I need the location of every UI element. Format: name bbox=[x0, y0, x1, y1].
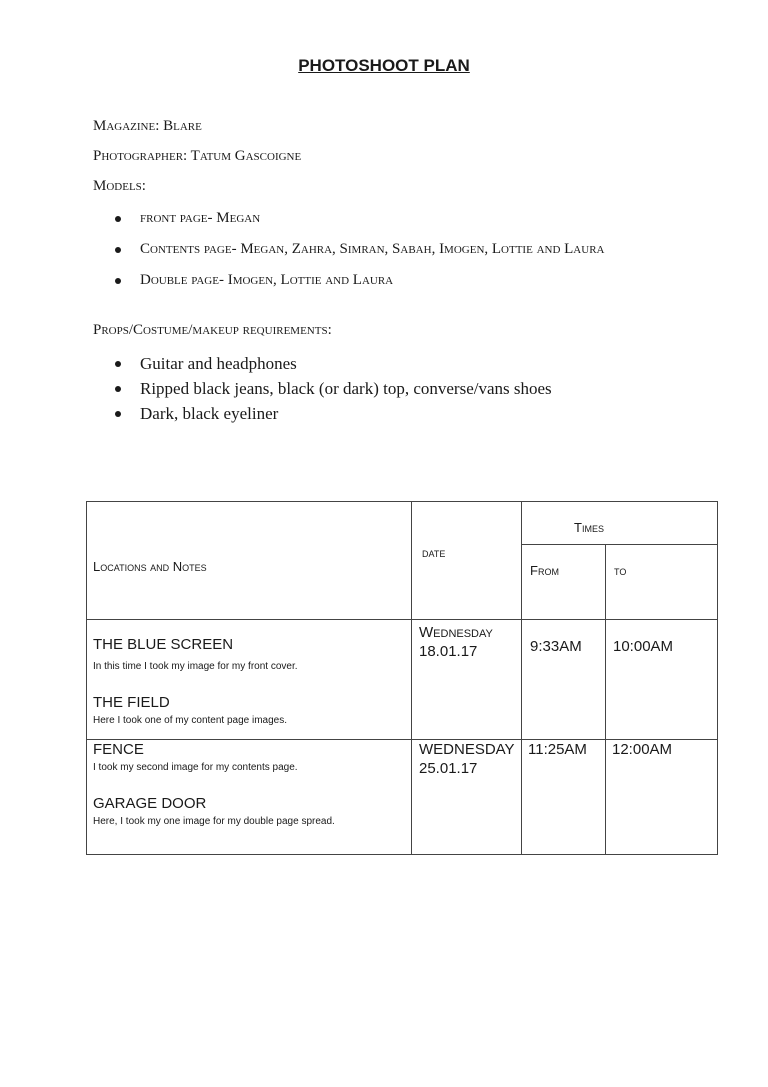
date-cell bbox=[412, 620, 522, 740]
date-day: Wednesday bbox=[419, 624, 493, 641]
to-header-cell bbox=[606, 545, 718, 620]
date-value: 25.01.17 bbox=[419, 760, 478, 777]
locations-cell bbox=[87, 740, 412, 855]
date-header-cell bbox=[412, 502, 522, 620]
table-row bbox=[87, 620, 718, 740]
locations-header-cell bbox=[87, 502, 412, 620]
to-header: to bbox=[614, 563, 627, 578]
times-header-cell bbox=[522, 502, 718, 545]
table-row bbox=[87, 740, 718, 855]
locations-header: Locations and Notes bbox=[93, 559, 207, 574]
models-list bbox=[115, 208, 660, 301]
locations-cell bbox=[87, 620, 412, 740]
to-time: 12:00AM bbox=[612, 741, 673, 758]
prop-item: Ripped black jeans, black (or dark) top, converse/vans shoes bbox=[115, 377, 552, 401]
location-name: THE BLUE SCREEN bbox=[93, 636, 234, 653]
props-label: Props/Costume/makeup requirements: bbox=[93, 322, 332, 338]
date-cell bbox=[412, 740, 522, 855]
model-item-contents-page: Contents page- Megan, Zahra, Simran, Sabah, Imogen, Lottie and Laura bbox=[115, 239, 660, 259]
from-cell bbox=[522, 620, 606, 740]
location-note: In this time I took my image for my front cover. bbox=[93, 661, 298, 672]
prop-item: Guitar and headphones bbox=[115, 352, 552, 376]
date-day: WEDNESDAY bbox=[419, 741, 515, 758]
from-header: From bbox=[530, 563, 559, 578]
location-note: Here, I took my one image for my double page spread. bbox=[93, 816, 335, 827]
to-cell bbox=[606, 740, 718, 855]
from-header-cell bbox=[522, 545, 606, 620]
from-cell bbox=[522, 740, 606, 855]
table-header-row bbox=[87, 502, 718, 545]
photographer-line: Photographer: Tatum Gascoigne bbox=[93, 148, 302, 164]
location-note: Here I took one of my content page images. bbox=[93, 715, 287, 726]
location-note: I took my second image for my contents page. bbox=[93, 762, 298, 773]
date-value: 18.01.17 bbox=[419, 643, 478, 660]
from-time: 11:25AM bbox=[528, 741, 587, 758]
page-title: PHOTOSHOOT PLAN bbox=[298, 56, 470, 75]
prop-item: Dark, black eyeliner bbox=[115, 402, 552, 426]
props-list bbox=[115, 352, 552, 427]
model-item-double-page: Double page- Imogen, Lottie and Laura bbox=[115, 270, 660, 290]
location-name: GARAGE DOOR bbox=[93, 795, 207, 812]
model-item-front-page: front page- Megan bbox=[115, 208, 660, 228]
schedule-table bbox=[86, 501, 718, 855]
times-header: Times bbox=[574, 520, 604, 535]
location-name: THE FIELD bbox=[93, 694, 170, 711]
models-label: Models: bbox=[93, 178, 146, 194]
magazine-line: Magazine: Blare bbox=[93, 118, 202, 134]
to-cell bbox=[606, 620, 718, 740]
to-time: 10:00AM bbox=[613, 638, 674, 655]
from-time: 9:33AM bbox=[530, 638, 582, 655]
location-name: FENCE bbox=[93, 741, 144, 758]
date-header: date bbox=[422, 545, 446, 560]
